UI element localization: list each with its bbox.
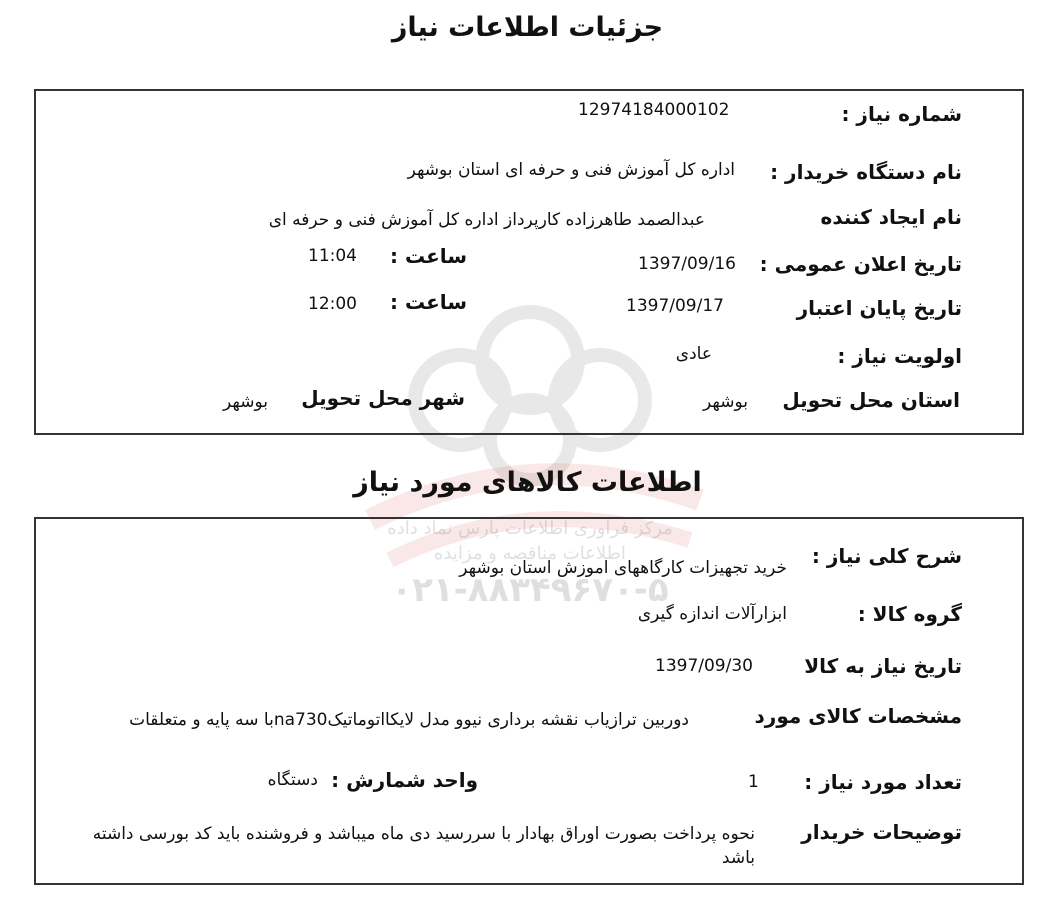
general-description-label: شرح کلی نیاز :: [811, 544, 962, 568]
announce-date-label: تاریخ اعلان عمومی :: [759, 252, 962, 276]
watermark-line2: اطلاعات مناقصه و مزایده: [434, 543, 626, 564]
unit-value: دستگاه: [267, 770, 318, 790]
delivery-city-value: بوشهر: [223, 392, 268, 412]
watermark-phone: ۰۲۱-۸۸۳۴۹۶۷۰-۵: [391, 570, 669, 610]
goods-spec-label: مشخصات کالای مورد: [754, 704, 962, 728]
buyer-label: نام دستگاه خریدار :: [770, 160, 962, 184]
delivery-province-value: بوشهر: [703, 392, 748, 412]
need-number-label: شماره نیاز :: [841, 102, 962, 126]
page-title: جزئیات اطلاعات نیاز: [391, 12, 664, 43]
goods-group-value: ابزارآلات اندازه گیری: [637, 604, 787, 624]
validity-time-value: 12:00: [308, 294, 357, 314]
delivery-province-label: استان محل تحویل: [782, 388, 960, 412]
quantity-label: تعداد مورد نیاز :: [804, 770, 962, 794]
delivery-city-label: شهر محل تحویل: [301, 386, 465, 410]
validity-date-label: تاریخ پایان اعتبار: [796, 296, 962, 320]
watermark-line1: مرکز فرآوری اطلاعات پارس نماد داده: [387, 518, 673, 539]
buyer-value: اداره کل آموزش فنی و حرفه ای استان بوشهر: [407, 160, 735, 180]
unit-label: واحد شمارش :: [331, 768, 478, 792]
goods-group-label: گروه کالا :: [857, 602, 962, 626]
announce-time-label: ساعت :: [390, 244, 467, 268]
priority-label: اولویت نیاز :: [837, 344, 962, 368]
need-date-label: تاریخ نیاز به کالا: [804, 654, 962, 678]
need-number-value: 12974184000102: [578, 100, 730, 120]
announce-date-value: 1397/09/16: [638, 254, 736, 274]
general-description-value: خرید تجهیزات کارگاههای اموزش استان بوشهر: [459, 558, 787, 578]
need-date-value: 1397/09/30: [655, 656, 753, 676]
validity-time-label: ساعت :: [390, 290, 467, 314]
quantity-value: 1: [748, 772, 759, 792]
announce-time-value: 11:04: [308, 246, 357, 266]
priority-value: عادی: [675, 344, 712, 364]
goods-spec-value: دوربین ترازیاب نقشه برداری نیوو مدل لایکااتوماتیکna730با سه پایه و متعلقات: [129, 710, 689, 730]
creator-label: نام ایجاد کننده: [820, 205, 962, 229]
buyer-notes-value: نحوه پرداخت بصورت اوراق بهادار با سررسید دی ماه میباشد و فروشنده باید کد بورسی داشته باشد: [92, 824, 755, 868]
buyer-notes-label: توضیحات خریدار: [801, 820, 962, 844]
creator-value: عبدالصمد طاهرزاده کارپرداز اداره کل آموزش فنی و حرفه ای: [268, 210, 705, 230]
validity-date-value: 1397/09/17: [626, 296, 724, 316]
section-title-goods: اطلاعات کالاهای مورد نیاز: [353, 467, 702, 498]
